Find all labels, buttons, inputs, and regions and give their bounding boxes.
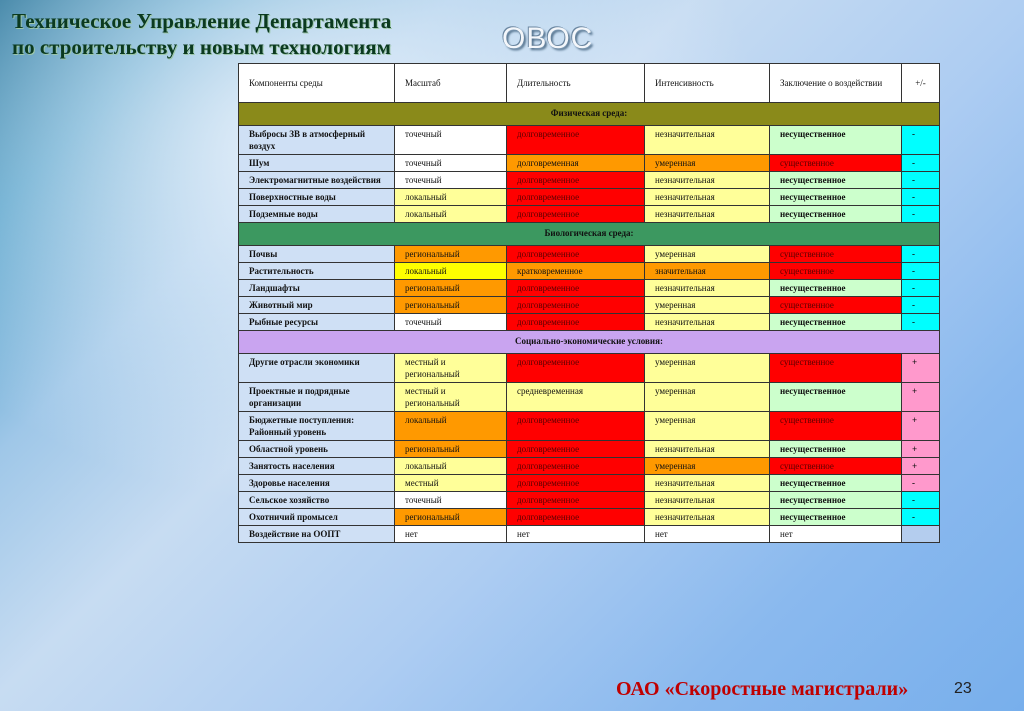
sign-cell: - bbox=[902, 172, 940, 189]
duration-cell: долговременное bbox=[507, 172, 645, 189]
conclusion-cell: существенное bbox=[770, 263, 902, 280]
duration-cell: долговременное bbox=[507, 509, 645, 526]
conclusion-cell: несущественное bbox=[770, 441, 902, 458]
component-cell: Ландшафты bbox=[239, 280, 395, 297]
scale-cell: точечный bbox=[395, 155, 507, 172]
conclusion-cell: несущественное bbox=[770, 492, 902, 509]
intensity-cell: незначительная bbox=[645, 280, 770, 297]
conclusion-cell: несущественное bbox=[770, 475, 902, 492]
component-cell: Другие отрасли экономики bbox=[239, 354, 395, 383]
sign-cell: + bbox=[902, 458, 940, 475]
intensity-cell: умеренная bbox=[645, 458, 770, 475]
table-row bbox=[239, 263, 940, 280]
section-header-row bbox=[239, 331, 940, 354]
scale-cell: региональный bbox=[395, 246, 507, 263]
table-row bbox=[239, 509, 940, 526]
conclusion-cell: существенное bbox=[770, 354, 902, 383]
duration-cell: долговременное bbox=[507, 297, 645, 314]
duration-cell: средневременная bbox=[507, 383, 645, 412]
table-row bbox=[239, 155, 940, 172]
scale-cell: региональный bbox=[395, 441, 507, 458]
sign-cell: + bbox=[902, 412, 940, 441]
intensity-cell: умеренная bbox=[645, 383, 770, 412]
component-cell: Бюджетные поступления: Районный уровень bbox=[239, 412, 395, 441]
table-row bbox=[239, 280, 940, 297]
table-row bbox=[239, 458, 940, 475]
sign-cell: - bbox=[902, 206, 940, 223]
intensity-cell: нет bbox=[645, 526, 770, 543]
component-cell: Охотничий промысел bbox=[239, 509, 395, 526]
component-cell: Воздействие на ООПТ bbox=[239, 526, 395, 543]
section-title: Физическая среда: bbox=[239, 103, 940, 126]
duration-cell: долговременное bbox=[507, 314, 645, 331]
table-row bbox=[239, 172, 940, 189]
duration-cell: долговременное bbox=[507, 126, 645, 155]
conclusion-cell: существенное bbox=[770, 412, 902, 441]
intensity-cell: умеренная bbox=[645, 412, 770, 441]
impact-assessment-table bbox=[238, 63, 940, 543]
duration-cell: кратковременное bbox=[507, 263, 645, 280]
conclusion-cell: существенное bbox=[770, 458, 902, 475]
column-header-scale: Масштаб bbox=[395, 64, 507, 103]
table-row bbox=[239, 314, 940, 331]
component-cell: Шум bbox=[239, 155, 395, 172]
sign-cell: - bbox=[902, 126, 940, 155]
component-cell: Животный мир bbox=[239, 297, 395, 314]
table-row bbox=[239, 412, 940, 441]
component-cell: Растительность bbox=[239, 263, 395, 280]
duration-cell: долговременное bbox=[507, 206, 645, 223]
duration-cell: долговременное bbox=[507, 475, 645, 492]
section-header-row bbox=[239, 223, 940, 246]
sign-cell: + bbox=[902, 354, 940, 383]
table-row bbox=[239, 492, 940, 509]
slide-title: ОВОС bbox=[502, 22, 594, 55]
scale-cell: локальный bbox=[395, 412, 507, 441]
table-row bbox=[239, 383, 940, 412]
component-cell: Поверхностные воды bbox=[239, 189, 395, 206]
intensity-cell: незначительная bbox=[645, 314, 770, 331]
sign-cell: - bbox=[902, 280, 940, 297]
conclusion-cell: несущественное bbox=[770, 206, 902, 223]
duration-cell: долговременное bbox=[507, 412, 645, 441]
sign-cell: + bbox=[902, 383, 940, 412]
conclusion-cell: несущественное bbox=[770, 172, 902, 189]
intensity-cell: незначительная bbox=[645, 441, 770, 458]
component-cell: Электромагнитные воздействия bbox=[239, 172, 395, 189]
component-cell: Почвы bbox=[239, 246, 395, 263]
scale-cell: точечный bbox=[395, 492, 507, 509]
duration-cell: долговременное bbox=[507, 441, 645, 458]
intensity-cell: незначительная bbox=[645, 206, 770, 223]
conclusion-cell: существенное bbox=[770, 297, 902, 314]
sign-cell: - bbox=[902, 189, 940, 206]
sign-cell: - bbox=[902, 246, 940, 263]
duration-cell: нет bbox=[507, 526, 645, 543]
sign-cell: - bbox=[902, 492, 940, 509]
duration-cell: долговременное bbox=[507, 458, 645, 475]
component-cell: Занятость населения bbox=[239, 458, 395, 475]
component-cell: Сельское хозяйство bbox=[239, 492, 395, 509]
conclusion-cell: несущественное bbox=[770, 189, 902, 206]
component-cell: Областной уровень bbox=[239, 441, 395, 458]
intensity-cell: умеренная bbox=[645, 297, 770, 314]
sign-cell: - bbox=[902, 475, 940, 492]
conclusion-cell: существенное bbox=[770, 155, 902, 172]
scale-cell: точечный bbox=[395, 314, 507, 331]
conclusion-cell: нет bbox=[770, 526, 902, 543]
sign-cell bbox=[902, 526, 940, 543]
sign-cell: - bbox=[902, 155, 940, 172]
conclusion-cell: несущественное bbox=[770, 280, 902, 297]
table-row bbox=[239, 441, 940, 458]
intensity-cell: умеренная bbox=[645, 246, 770, 263]
scale-cell: точечный bbox=[395, 172, 507, 189]
intensity-cell: незначительная bbox=[645, 172, 770, 189]
scale-cell: местный и региональный bbox=[395, 354, 507, 383]
conclusion-cell: несущественное bbox=[770, 126, 902, 155]
conclusion-cell: несущественное bbox=[770, 383, 902, 412]
component-cell: Здоровье населения bbox=[239, 475, 395, 492]
sign-cell: - bbox=[902, 263, 940, 280]
section-title: Биологическая среда: bbox=[239, 223, 940, 246]
scale-cell: местный и региональный bbox=[395, 383, 507, 412]
sign-cell: - bbox=[902, 314, 940, 331]
scale-cell: региональный bbox=[395, 280, 507, 297]
duration-cell: долговременное bbox=[507, 189, 645, 206]
table-row bbox=[239, 246, 940, 263]
column-header-intensity: Интенсивность bbox=[645, 64, 770, 103]
scale-cell: региональный bbox=[395, 297, 507, 314]
intensity-cell: незначительная bbox=[645, 475, 770, 492]
table-row bbox=[239, 526, 940, 543]
table-header-row bbox=[239, 64, 940, 103]
table-row bbox=[239, 475, 940, 492]
duration-cell: долговременное bbox=[507, 492, 645, 509]
conclusion-cell: несущественное bbox=[770, 509, 902, 526]
column-header-component: Компоненты среды bbox=[239, 64, 395, 103]
scale-cell: локальный bbox=[395, 206, 507, 223]
footer-company-name: ОАО «Скоростные магистрали» bbox=[616, 678, 909, 700]
intensity-cell: умеренная bbox=[645, 155, 770, 172]
column-header-sign: +/- bbox=[902, 64, 940, 103]
table-row bbox=[239, 297, 940, 314]
scale-cell: точечный bbox=[395, 126, 507, 155]
duration-cell: долговременная bbox=[507, 155, 645, 172]
organization-title: Техническое Управление Департамента по строительству и новым технологиям bbox=[12, 9, 392, 59]
scale-cell: локальный bbox=[395, 189, 507, 206]
component-cell: Подземные воды bbox=[239, 206, 395, 223]
component-cell: Рыбные ресурсы bbox=[239, 314, 395, 331]
component-cell: Проектные и подрядные организации bbox=[239, 383, 395, 412]
scale-cell: региональный bbox=[395, 509, 507, 526]
intensity-cell: незначительная bbox=[645, 126, 770, 155]
scale-cell: локальный bbox=[395, 458, 507, 475]
sign-cell: + bbox=[902, 441, 940, 458]
page-number: 23 bbox=[954, 680, 972, 697]
section-title: Социально-экономические условия: bbox=[239, 331, 940, 354]
intensity-cell: незначительная bbox=[645, 492, 770, 509]
column-header-duration: Длительность bbox=[507, 64, 645, 103]
component-cell: Выбросы ЗВ в атмосферный воздух bbox=[239, 126, 395, 155]
intensity-cell: незначительная bbox=[645, 189, 770, 206]
table-row bbox=[239, 206, 940, 223]
table-row bbox=[239, 189, 940, 206]
table-row bbox=[239, 354, 940, 383]
intensity-cell: умеренная bbox=[645, 354, 770, 383]
duration-cell: долговременное bbox=[507, 280, 645, 297]
scale-cell: локальный bbox=[395, 263, 507, 280]
table-row bbox=[239, 126, 940, 155]
intensity-cell: незначительная bbox=[645, 509, 770, 526]
scale-cell: местный bbox=[395, 475, 507, 492]
conclusion-cell: существенное bbox=[770, 246, 902, 263]
section-header-row bbox=[239, 103, 940, 126]
table-body bbox=[239, 103, 940, 543]
sign-cell: - bbox=[902, 297, 940, 314]
duration-cell: долговременное bbox=[507, 246, 645, 263]
intensity-cell: значительная bbox=[645, 263, 770, 280]
scale-cell: нет bbox=[395, 526, 507, 543]
duration-cell: долговременное bbox=[507, 354, 645, 383]
conclusion-cell: несущественное bbox=[770, 314, 902, 331]
column-header-conclusion: Заключение о воздействии bbox=[770, 64, 902, 103]
sign-cell: - bbox=[902, 509, 940, 526]
